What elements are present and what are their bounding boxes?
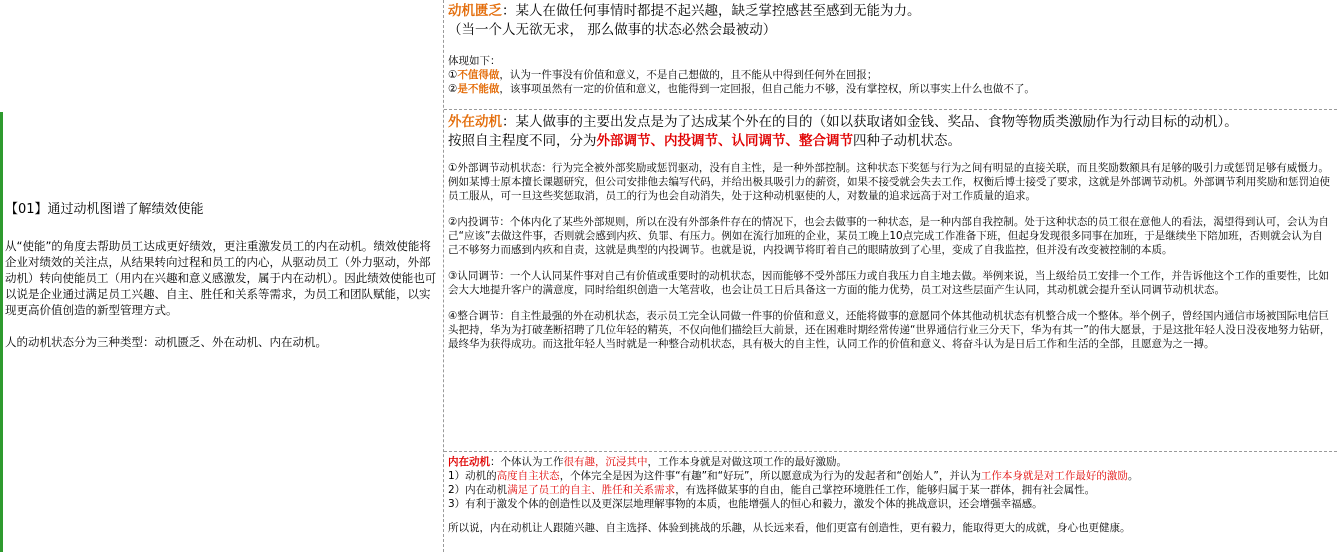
amotivation-cell (444, 0, 1337, 110)
amotivation-quote: （当一个人无欲无求， 那么做事的状态必然会最被动） (448, 22, 777, 38)
amotivation-definition: 动机匮乏：某人在做任何事情时都提不起兴趣，缺乏掌控感甚至感到无能为力。 (448, 3, 921, 19)
right-column (444, 0, 1339, 552)
introjected-regulation-paragraph: ②内投调节：个体内化了某些外部规则，所以在没有外部条件存在的情况下，也会去做事的一种状态，是一种内部自我控制。处于这种状态的员工很在意他人的看法，渴望得到认可，会认为自己“应该”去做这件事，否则就会感到内疚、负罪、有压力。例如在流行加班的企业，某员工晚上10点完成工作准备下班，但起身发现很多同事在加班，于是继续坐下陪加班，否则就会认为自己不够努力而感到内疚和自责，这就是典型的内投调节。也就是说，内投调节将盯着自己的眼睛放到了心里，变成了自我监控，但并没有改变被控制的本质。 (448, 216, 1329, 256)
extrinsic-term: 外在动机 (448, 114, 502, 130)
amotivation-item-1: ①不值得做，认为一件事没有价值和意义，不是自己想做的，且不能从中得到任何外在回报； (448, 69, 878, 81)
intrinsic-summary: 所以说，内在动机让人跟随兴趣、自主选择、体验到挑战的乐趣，从长远来看，他们更富有创造性，更有毅力，能取得更大的成就，身心也更健康。 (448, 522, 1131, 534)
intrinsic-cell (444, 453, 1337, 552)
integrated-regulation-paragraph: ④整合调节：自主性最强的外在动机状态，表示员工完全认同做一件事的价值和意义，还能将做事的意愿同个体其他动机状态有机整合成一个整体。举个例子，曾经国内通信市场被国际电信巨头把持，华为为打破垄断招聘了几位年轻的精英，不仅向他们描绘巨大前景，还在困难时期经常传递“世界通信行业三分天下，华为有其一”的伟大愿景，于是这批年轻人没日没夜地努力钻研，最终华为获得成功。而这批年轻人当时就是一种整合动机状态，具有极大的自主性，认同工作的价值和意义、将奋斗认为是日后工作和生活的全部，且愿意为之一搏。 (448, 310, 1331, 350)
left-content (5, 202, 441, 366)
amotivation-subhead: 体现如下： (448, 55, 501, 67)
intrinsic-item-3: 3）有利于激发个体的创造性以及更深层地理解事物的本质，也能增强人的恒心和毅力，激发个体的挑战意识，还会增强幸福感。 (448, 498, 1043, 510)
external-regulation-paragraph: ①外部调节动机状态：行为完全被外部奖励或惩罚驱动，没有自主性，是一种外部控制。这种状态下奖惩与行为之间有明显的直接关联，而且奖励数额具有足够的吸引力或惩罚足够有威慑力。例如某博士原本擅长课题研究，但公司安排他去编写代码，并给出极具吸引力的薪资，如果不接受就会失去工作，权衡后博士接受了要求，这就是外部调节动机。外部调节利用奖励和惩罚迫使员工服从，可一旦这些奖惩取消，员工的行为也会自动消失，处于这种动机驱使的人，对数量的追求远高于对工作质量的追求。 (448, 162, 1330, 202)
intrinsic-definition: 内在动机：个体认为工作很有趣，沉浸其中，工作本身就是对做这项工作的最好激励。 (448, 456, 847, 468)
extrinsic-definition: 外在动机：某人做事的主要出发点是为了达成某个外在的目的（如以获取诸如金钱、奖品、食物等物质类激励作为行动目标的动机）。 (448, 114, 1238, 130)
left-column (3, 0, 444, 552)
intrinsic-item-2: 2）内在动机满足了员工的自主、胜任和关系需求，有选择做某事的自由，能自己掌控环境胜任工作，能够归属于某一群体，拥有社会属性。 (448, 484, 1096, 496)
extrinsic-types: 按照自主程度不同，分为外部调节、内投调节、认同调节、整合调节四种子动机状态。 (448, 133, 961, 149)
motivation-types-paragraph: 人的动机状态分为三种类型：动机匮乏、外在动机、内在动机。 (5, 335, 327, 349)
intrinsic-item-1: 1）动机的高度自主状态，个体完全是因为这件事“有趣”和“好玩”，所以愿意成为行为的发起者和“创始人”，并认为工作本身就是对工作最好的激励。 (448, 470, 1139, 482)
identified-regulation-paragraph: ③认同调节：一个人认同某件事对自己有价值或重要时的动机状态，因而能够不受外部压力或自我压力自主地去做。举例来说，当上级给员工安排一个工作，并告诉他这个工作的重要性，比如会大大地提升客户的满意度，同时给组织创造一大笔营收，也会让员工日后具备这一方面的能力优势，员工对这些层面产生认同，其动机就会提升至认同调节动机状态。 (448, 270, 1329, 296)
intrinsic-term: 内在动机 (448, 456, 490, 468)
section-title: 【01】通过动机图谱了解绩效使能 (5, 202, 204, 217)
extrinsic-cell (444, 111, 1337, 452)
amotivation-term: 动机匮乏 (448, 3, 502, 19)
intro-paragraph: 从“使能”的角度去帮助员工达成更好绩效，更注重激发员工的内在动机。绩效使能将企业对绩效的关注点，从结果转向过程和员工的内心，从驱动员工（外力驱动，外部动机）转向使能员工（用内在兴趣和意义感激发，属于内在动机）。因此绩效使能也可以说是企业通过满足员工兴趣、自主、胜任和关系等需求，为员工和团队赋能，以实现更高价值创造的新型管理方式。 (5, 239, 437, 317)
amotivation-item-2: ②是不能做，该事项虽然有一定的价值和意义，也能得到一定回报，但自己能力不够，没有掌控权，所以事实上什么也做不了。 (448, 83, 1035, 95)
